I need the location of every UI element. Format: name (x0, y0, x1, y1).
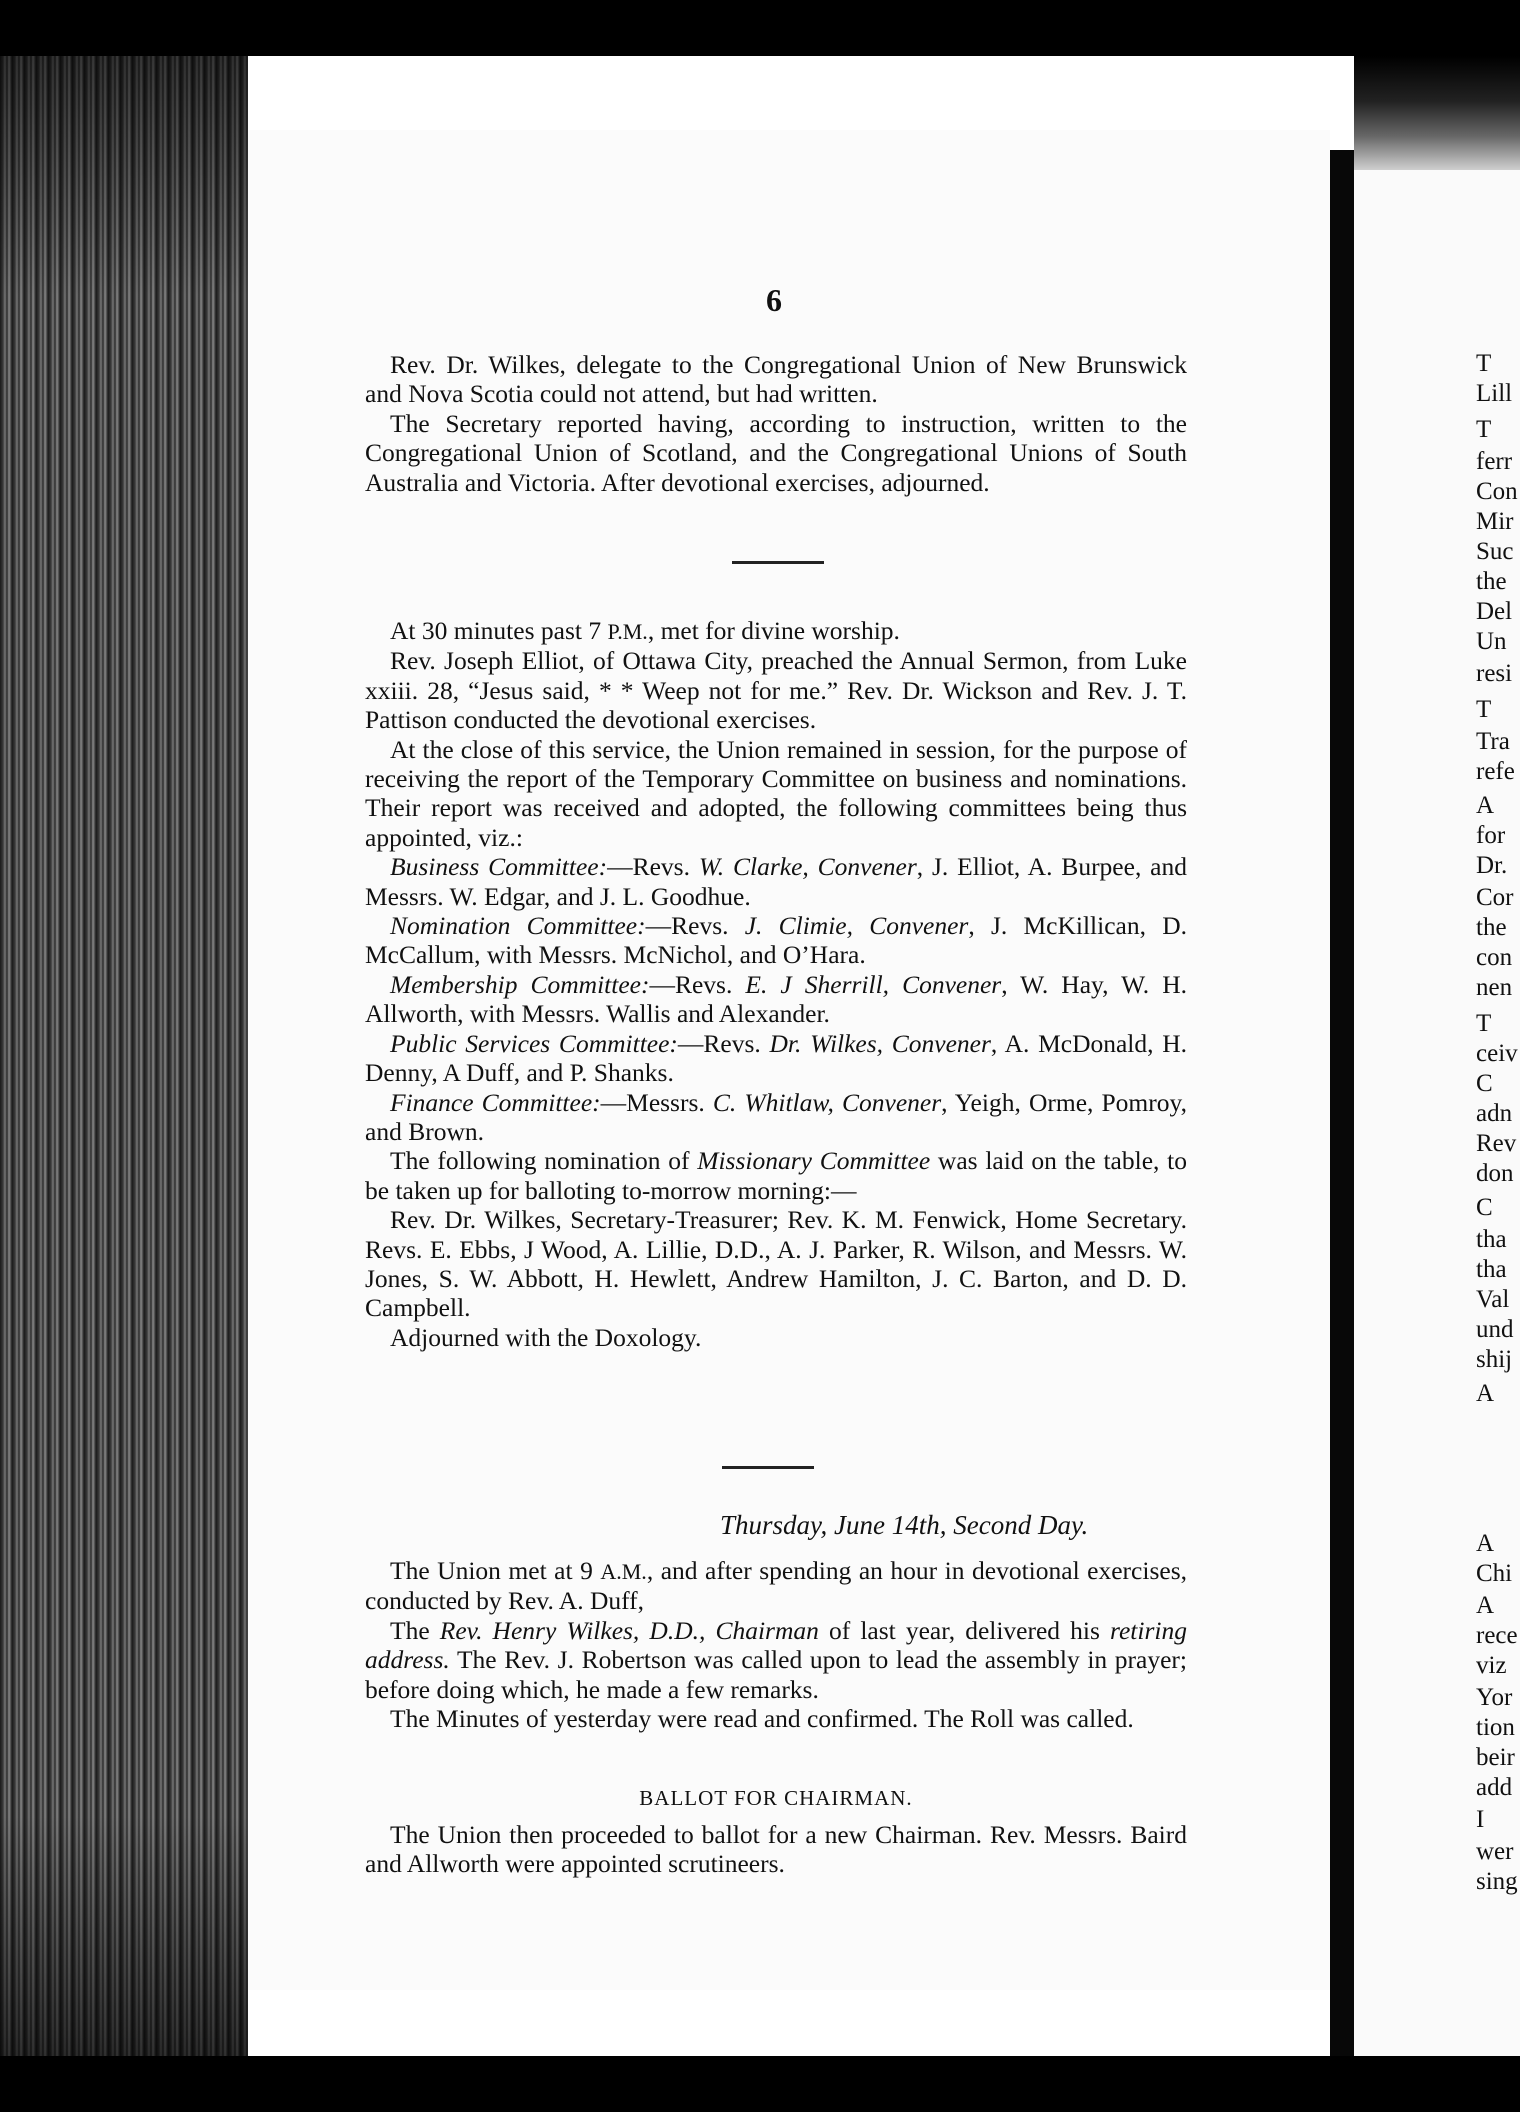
spine-shadow (0, 56, 248, 2056)
right-page-fragment: Chi (1476, 1560, 1513, 1587)
right-page-fragment: Con (1476, 478, 1518, 505)
paragraph-worship: At 30 minutes past 7 P.M., met for divine worship. (390, 616, 900, 645)
right-page-fragment: T (1476, 416, 1492, 443)
right-page-fragment: add (1476, 1774, 1513, 1801)
right-page-fragment: adn (1476, 1100, 1513, 1127)
right-page-fragment: A (1476, 1592, 1495, 1619)
right-page-fragment: T (1476, 350, 1492, 377)
paragraph-missionary-list: Rev. Dr. Wilkes, Secretary-Treasurer; Rev. K. M. Fenwick, Home Secretary. Revs. E. Ebbs, J Wood, A. Lillie, D.D., A. J. Parker, R. Wilson, and Messrs. W. Jones, S. W. Abbott, H. Hewlett, Andrew Hamilton, J. C. Barton, and D. D. Campbell. (365, 1205, 1187, 1323)
right-page-fragment: shij (1476, 1346, 1513, 1373)
right-page-fragment: the (1476, 914, 1507, 941)
dateline: Thursday, June 14th, Second Day. (720, 1510, 1089, 1540)
right-page-fragment: Cor (1476, 884, 1514, 911)
right-page-fragment: T (1476, 1010, 1492, 1037)
section-divider (732, 561, 824, 564)
right-page-fragment: ferr (1476, 448, 1513, 475)
right-page-fragment: refe (1476, 758, 1515, 785)
right-page-fragment: Rev (1476, 1130, 1517, 1157)
committee-business: Business Committee:—Revs. W. Clarke, Convener, J. Elliot, A. Burpee, and Messrs. W. Edgar, and J. L. Goodhue. (365, 852, 1187, 911)
page-number: 6 (766, 282, 782, 318)
text-block-top (365, 350, 1187, 497)
right-page-fragment: Dr. (1476, 852, 1508, 879)
right-page-fragment: nen (1476, 974, 1513, 1001)
right-page-fragment: wer (1476, 1838, 1514, 1865)
page-gutter (1330, 150, 1354, 2056)
right-page-fragment: don (1476, 1160, 1514, 1187)
paragraph-union-met: The Union met at 9 A.M., and after spending an hour in devotional exercises, conducted by Rev. A. Duff, (365, 1556, 1187, 1616)
paragraph-adjourned: Adjourned with the Doxology. (390, 1322, 702, 1352)
right-page-fragment: tion (1476, 1714, 1515, 1741)
right-page-fragment: Tra (1476, 728, 1510, 755)
right-page-fragment: tha (1476, 1226, 1507, 1253)
right-page-fragment: Val (1476, 1286, 1510, 1313)
right-page-fragment: C (1476, 1194, 1493, 1221)
scan-border-top (0, 0, 1520, 56)
paragraph-secretary: The Secretary reported having, according to instruction, written to the Congregational Union of Scotland, and the Congregational Unions of South Australia and Victoria. After devotional exercises, adjourned. (365, 408, 1187, 497)
committee-finance: Finance Committee:—Messrs. C. Whitlaw, Convener, Yeigh, Orme, Pomroy, and Brown. (365, 1087, 1187, 1146)
right-page-fragment: con (1476, 944, 1513, 971)
right-page-fragment: tha (1476, 1256, 1507, 1283)
right-page-fragment: resi (1476, 660, 1513, 687)
right-page-fragment: Mir (1476, 508, 1514, 535)
right-page-fragment: sing (1476, 1868, 1518, 1895)
paragraph-delegate: Rev. Dr. Wilkes, delegate to the Congregational Union of New Brunswick and Nova Scotia could not attend, but had written. (365, 350, 1187, 409)
paragraph-session: At the close of this service, the Union remained in session, for the purpose of receiving the report of the Temporary Committee on business and nominations. Their report was received and adopted, the following committees being thus appointed, viz.: (365, 734, 1187, 852)
right-page-top-shadow (1354, 56, 1520, 170)
right-page-fragment: I (1476, 1806, 1485, 1833)
paragraph-minutes: The Minutes of yesterday were read and confirmed. The Roll was called. (390, 1704, 1134, 1734)
right-page-fragment: und (1476, 1316, 1514, 1343)
committee-membership: Membership Committee:—Revs. E. J Sherrill, Convener, W. Hay, W. H. Allworth, with Messrs. Wallis and Alexander. (365, 969, 1188, 1029)
right-page-fragment: viz (1476, 1652, 1507, 1679)
right-page-fragment: beir (1476, 1744, 1515, 1771)
text-block-second-day (365, 1556, 1187, 1733)
right-page-fragment: Suc (1476, 538, 1514, 565)
right-page-fragment: ceiv (1476, 1040, 1518, 1067)
right-page-fragment: the (1476, 568, 1507, 595)
text-block-ballot (365, 1820, 1187, 1879)
section-divider (722, 1466, 814, 1469)
scan-border-bottom (0, 2056, 1520, 2112)
section-heading: BALLOT FOR CHAIRMAN. (639, 1786, 913, 1810)
right-page-fragment: C (1476, 1070, 1493, 1097)
paragraph-retiring-address: The Rev. Henry Wilkes, D.D., Chairman of last year, delivered his retiring address. The Rev. J. Robertson was called upon to lead the assembly in prayer; before doing which, he made a few remarks. (365, 1615, 1187, 1704)
text-block-evening (365, 616, 1187, 1352)
committee-nomination: Nomination Committee:—Revs. J. Climie, Convener, J. McKillican, D. McCallum, with Messrs. McNichol, and O’Hara. (365, 911, 1187, 970)
right-page-fragment: A (1476, 1380, 1495, 1407)
right-page-fragment: T (1476, 696, 1492, 723)
right-page-fragment: A (1476, 1530, 1495, 1557)
paragraph-ballot: The Union then proceeded to ballot for a new Chairman. Rev. Messrs. Baird and Allworth were appointed scrutineers. (365, 1820, 1187, 1879)
right-page-fragment: rece (1476, 1622, 1518, 1649)
right-page-fragment: A (1476, 792, 1495, 819)
committee-public-services: Public Services Committee:—Revs. Dr. Wilkes, Convener, A. McDonald, H. Denny, A Duff, and P. Shanks. (365, 1028, 1188, 1088)
paragraph-sermon: Rev. Joseph Elliot, of Ottawa City, preached the Annual Sermon, from Luke xxiii. 28, “Jesus said, * * Weep not for me.” Rev. Dr. Wickson and Rev. J. T. Pattison conducted the devotional exercises. (365, 646, 1187, 735)
right-page-fragment: Lill (1476, 380, 1513, 407)
right-page-fragment: Del (1476, 598, 1513, 625)
paragraph-missionary-nomination: The following nomination of Missionary Committee was laid on the table, to be taken up for balloting to-morrow morning:— (365, 1146, 1187, 1205)
right-page-fragment: Yor (1476, 1684, 1513, 1711)
right-page-fragment: Un (1476, 628, 1507, 655)
right-page-fragment: for (1476, 822, 1506, 849)
